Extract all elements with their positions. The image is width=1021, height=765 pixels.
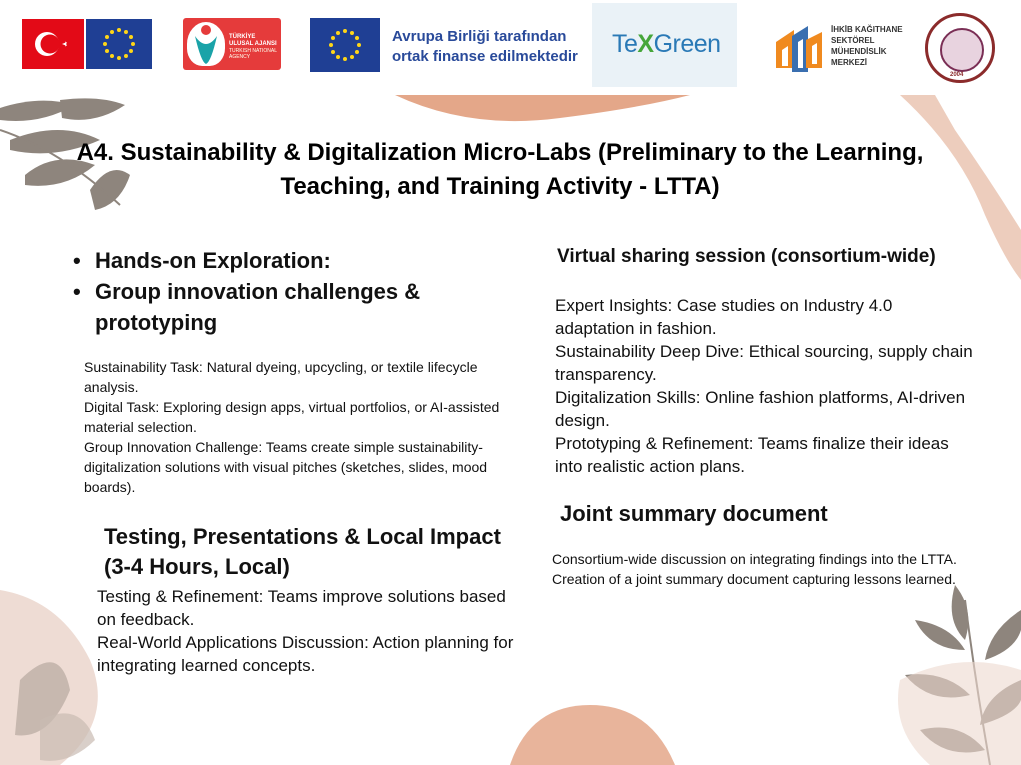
texgreen-part-x: X [637, 30, 654, 58]
eu-cofunded-flag-icon [310, 18, 380, 72]
heading-testing: Testing, Presentations & Local Impact (3-4 Hours, Local) [104, 524, 501, 579]
peach-dome-bottom [510, 705, 675, 765]
blush-blob-bottom-right [898, 662, 1021, 765]
ihkib-line1: İHKİB KAĞITHANE [831, 25, 903, 34]
heading-hands-on: • Hands-on Exploration: [95, 245, 495, 276]
task-sustainability: Sustainability Task: Natural dyeing, upcycling, or textile lifecycle analysis. [84, 359, 478, 395]
eu-cofunded-text [392, 27, 578, 67]
eu-text-line2: ortak finanse edilmektedir [392, 48, 578, 65]
seal-year: 2004 [950, 72, 964, 78]
task-digital: Digital Task: Exploring design apps, virtual portfolios, or AI-assisted material selection. [84, 399, 500, 435]
ihkib-logo-icon [774, 22, 824, 74]
heading-group-innovation: • Group innovation challenges & prototyping [95, 276, 495, 338]
ihkib-line4: MERKEZİ [831, 58, 867, 67]
logo-bar [0, 0, 1021, 95]
eu-text-line1: Avrupa Birliği tarafından [392, 28, 567, 45]
turkish-national-agency-logo [183, 18, 281, 70]
task-group-challenge: Group Innovation Challenge: Teams create simple sustainability-digitalization solutions with visual pitches (sketches, slides, mood boards). [84, 439, 488, 495]
joint-items-list [552, 549, 982, 589]
virtual-item-expert [555, 294, 975, 432]
seal-emblem-icon [940, 28, 984, 72]
testing-item-real-world: Real-World Applications Discussion: Action planning for integrating learned concepts. [97, 633, 514, 675]
texgreen-part-b: Green [653, 30, 721, 58]
ihkib-logo-text [831, 24, 903, 68]
virtual-items-list [555, 294, 975, 478]
testing-items-list [97, 585, 517, 677]
joint-heading-list [560, 500, 990, 528]
testing-item-refinement: Testing & Refinement: Teams improve solutions based on feedback. [97, 587, 506, 629]
ihkib-line3: MÜHENDİSLİK [831, 47, 887, 56]
left-task-list [84, 357, 514, 497]
joint-item-discussion: Consortium-wide discussion on integrating findings into the LTTA. [552, 551, 957, 567]
texgreen-part-a: Te [612, 30, 638, 58]
left-main-headings [95, 245, 495, 338]
national-agency-figure-icon [187, 22, 225, 66]
heading-virtual-sharing: Virtual sharing session (consortium-wide) [557, 246, 936, 267]
tua-english: TURKISH NATIONAL AGENCY [229, 48, 277, 60]
turkey-flag-icon [22, 19, 84, 69]
ihkib-line2: SEKTÖREL [831, 36, 875, 45]
virtual-heading-list [557, 244, 987, 270]
title-line2: Teaching, and Training Activity - LTTA) [280, 173, 720, 200]
heading-joint-summary: Joint summary document [560, 501, 828, 526]
eu-flag-icon [86, 19, 152, 69]
slide-title [40, 136, 960, 204]
peach-blob-top [395, 95, 690, 121]
title-line1: A4. Sustainability & Digitalization Micro-Labs (Preliminary to the Learning, [76, 139, 924, 166]
virtual-item-expert-line2: Sustainability Deep Dive: Ethical sourcing, supply chain transparency. [555, 342, 973, 384]
texgreen-logo [612, 30, 721, 59]
tua-name: TÜRKİYE ULUSAL AJANSI [229, 34, 277, 47]
testing-heading-list [104, 522, 524, 582]
joint-item-creation: Creation of a joint summary document capturing lessons learned. [552, 571, 956, 587]
virtual-item-prototyping: Prototyping & Refinement: Teams finalize their ideas into realistic action plans. [555, 434, 949, 476]
virtual-item-expert-line1: Expert Insights: Case studies on Industry 4.0 adaptation in fashion. [555, 296, 893, 338]
virtual-item-expert-line3: Digitalization Skills: Online fashion platforms, AI-driven design. [555, 388, 966, 430]
school-seal-icon [925, 13, 995, 83]
